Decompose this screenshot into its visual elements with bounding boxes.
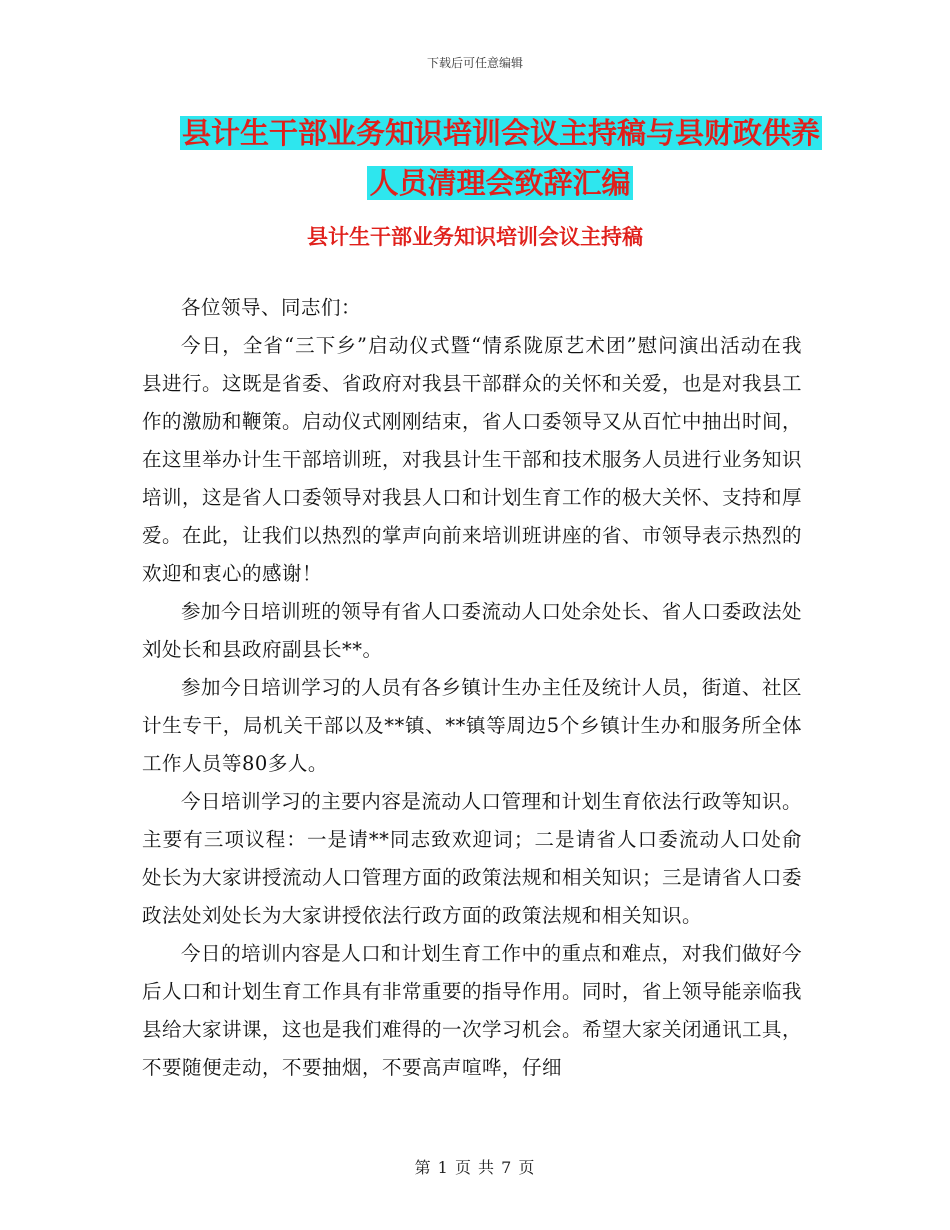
- paragraph-attendees: 参加今日培训学习的人员有各乡镇计生办主任及统计人员，街道、社区计生专干，局机关干部以及**镇、**镇等周边5个乡镇计生办和服务所全体工作人员等80多人。: [142, 676, 802, 775]
- page-footer: 第 1 页 共 7 页: [414, 1158, 536, 1177]
- document-title-text: 县计生干部业务知识培训会议主持稿与县财政供养人员清理会致辞汇编: [182, 116, 821, 200]
- paragraph-salutation: 各位领导、同志们：: [181, 296, 362, 319]
- paragraph-agenda: 今日培训学习的主要内容是流动人口管理和计划生育依法行政等知识。主要有三项议程：一是请**同志致欢迎词；二是请省人口委流动人口处俞处长为大家讲授流动人口管理方面的政策法规和相关知识；三是请省人口委政法处刘处长为大家讲授依法行政方面的政策法规和相关知识。: [142, 790, 803, 927]
- document-title: [180, 108, 820, 208]
- paragraph-opening: 今日，全省“三下乡”启动仪式暨“情系陇原艺术团”慰问演出活动在我县进行。这既是省委、省政府对我县干部群众的关怀和关爱，也是对我县工作的激励和鞭策。启动仪式刚刚结束，省人口委领导又从百忙中抽出时间，在这里举办计生干部培训班，对我县计生干部和技术服务人员进行业务知识培训，这是省人口委领导对我县人口和计划生育工作的极大关怀、支持和厚爱。在此，让我们以热烈的掌声向前来培训班讲座的省、市领导表示热烈的欢迎和衷心的感谢！: [142, 334, 803, 585]
- header-note: 下载后可任意编辑: [426, 56, 523, 70]
- document-body: [142, 289, 802, 1087]
- section-title: 县计生干部业务知识培训会议主持稿: [307, 225, 643, 249]
- paragraph-closing: 今日的培训内容是人口和计划生育工作中的重点和难点，对我们做好今后人口和计划生育工作具有非常重要的指导作用。同时，省上领导能亲临我县给大家讲课，这也是我们难得的一次学习机会。希望大家关闭通讯工具，不要随便走动，不要抽烟，不要高声喧哗，仔细: [142, 942, 803, 1079]
- paragraph-leaders: 参加今日培训班的领导有省人口委流动人口处余处长、省人口委政法处刘处长和县政府副县长**。: [142, 600, 802, 661]
